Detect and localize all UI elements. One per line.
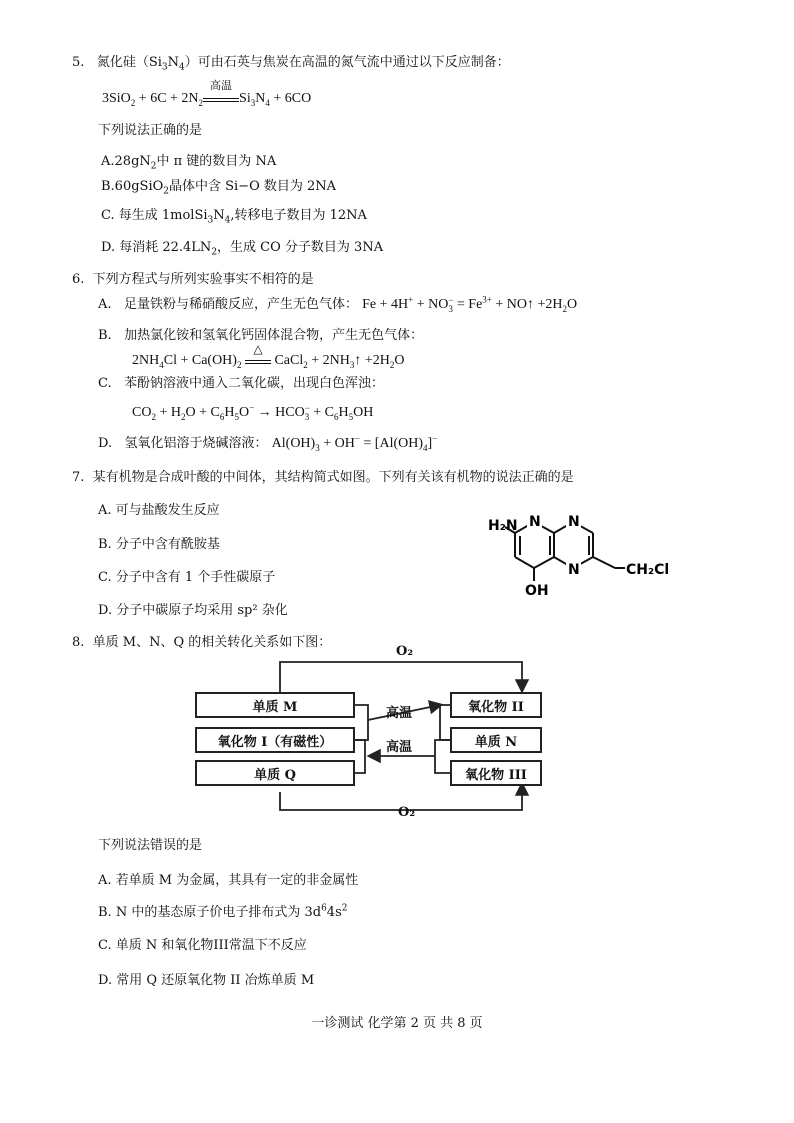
q5-option-d-text-2: ，生成 CO 分子数目为 3NA — [217, 240, 384, 255]
q6-option-d-eq-2: + OH — [319, 436, 355, 451]
q5-stem — [72, 55, 510, 71]
q7-option-c: C. 分子中含有 1 个手性碳原子 — [98, 570, 276, 585]
q5-eq-part-1: 3SiO — [102, 91, 131, 106]
q7-molecule-structure — [480, 505, 695, 605]
q6-option-d-eq-3: = [Al(OH) — [359, 436, 424, 451]
q8-box-oxide-3: 氧化物 III — [450, 760, 542, 786]
q6-option-a-sub-2: 2 — [562, 304, 567, 315]
q6-option-b-eq-5: ↑ +2H — [354, 353, 390, 368]
q6-option-b-eq-2: Cl + Ca(OH) — [163, 353, 237, 368]
q5-option-c-text-2: N — [213, 208, 225, 223]
q5-eq-part-4: N — [255, 91, 266, 106]
q5-equation — [102, 80, 312, 108]
q7-stem — [72, 470, 574, 486]
q6-option-d-sup-1: − — [354, 433, 360, 444]
q6-option-d-text: 氢氧化铝溶于烧碱溶液： — [124, 436, 268, 451]
q6-option-c-sup-2: − — [304, 403, 310, 413]
q6-option-c-sub-1: 2 — [151, 412, 156, 423]
q5-option-b-sub: 2 — [163, 186, 170, 197]
q5-eq-arrow — [203, 80, 239, 102]
q5-stem-sub-1: 3 — [161, 62, 168, 73]
q6-option-b-arrow — [245, 342, 271, 364]
q6-option-c-sub-3: 6 — [219, 412, 225, 423]
q7-number: 7. — [72, 470, 85, 485]
q6-option-c-sub-6: 6 — [334, 412, 339, 423]
q5-option-d — [101, 240, 383, 256]
q5-eq-sub-3: 3 — [250, 97, 256, 108]
q6-option-c-sub-2: 2 — [180, 412, 186, 423]
q6-option-a-text: 足量铁粉与稀硝酸反应，产生无色气体： — [123, 297, 358, 313]
q6-option-b-sub-5: 2 — [389, 359, 395, 370]
q5-eq-condition: 高温 — [210, 80, 233, 92]
q6-option-a-sup-1: + — [408, 294, 414, 305]
q8-option-b-sup-2: 2 — [341, 903, 348, 914]
q7-molecule-h2n: H₂N — [488, 518, 518, 534]
q5-option-d-text-1: D. 每消耗 22.4LN — [101, 240, 212, 255]
q5-eq-sub-2: 2 — [198, 97, 204, 108]
q7-option-b: B. 分子中含有酰胺基 — [98, 537, 220, 552]
page-footer: 一诊测试 化学第 2 页 共 8 页 — [311, 1016, 483, 1031]
q6-number: 6. — [72, 272, 85, 287]
q5-eq-part-2: + 6C + 2N — [135, 91, 199, 106]
q7-option-d: D. 分子中碳原子均采用 sp² 杂化 — [98, 603, 288, 618]
q6-option-c-eq-2: + H — [155, 405, 181, 421]
q6-option-a-eq-2: + NO — [413, 297, 449, 313]
q8-option-b-text-2: 4s — [326, 905, 342, 920]
q6-option-b-label: B. — [98, 328, 112, 343]
q6-option-b-eq-4: + 2NH — [307, 353, 350, 368]
q7-molecule-n-3: N — [568, 562, 580, 578]
q6-option-c-eq-6: → HCO — [254, 405, 305, 421]
q6-option-a-eq-5: O — [567, 297, 578, 313]
q8-stem — [72, 635, 331, 651]
q6-option-b-sub-1: 4 — [159, 359, 164, 370]
q5-eq-sub-4: 4 — [265, 97, 270, 108]
q8-box-oxide-2: 氧化物 II — [450, 692, 542, 718]
q8-option-c: C. 单质 N 和氧化物III常温下不反应 — [98, 938, 307, 953]
q6-option-d-eq-4: ] — [427, 436, 433, 451]
q5-option-a-text-1: A.28gN — [101, 154, 151, 169]
q6-option-c-eq-5: O — [238, 405, 250, 421]
q6-option-c-eq-4: H — [224, 405, 235, 421]
q5-option-b-text-1: B.60gSiO — [101, 179, 164, 194]
q5-option-b — [101, 179, 336, 195]
q6-option-c-text: 苯酚钠溶液中通入二氧化碳，出现白色浑浊： — [124, 376, 385, 391]
q5-number: 5. — [72, 55, 85, 70]
q5-prompt: 下列说法正确的是 — [98, 123, 203, 138]
q7-molecule-n-2: N — [568, 514, 580, 530]
q6-option-b-sub-3: 2 — [303, 359, 308, 370]
q8-stem-text: 单质 M、N、Q 的相关转化关系如下图： — [92, 635, 332, 650]
q6-option-a-sup-2: − — [448, 295, 454, 305]
q6-option-b-condition: △ — [253, 342, 263, 356]
q6-option-d-sub-2: 4 — [423, 442, 428, 453]
q5-option-c-text-1: C. 每生成 1molSi — [101, 208, 208, 223]
q8-prompt: 下列说法错误的是 — [98, 838, 203, 853]
q6-option-c-eq-1: CO — [132, 405, 152, 421]
q6-option-a-eq-4: + NO↑ +2H — [491, 297, 563, 313]
q6-option-c-label: C. — [98, 376, 112, 391]
q8-option-d: D. 常用 Q 还原氧化物 II 冶炼单质 M — [98, 973, 315, 988]
q5-stem-sub-2: 4 — [179, 62, 185, 73]
q5-stem-text-1: 氮化硅（Si — [96, 55, 162, 70]
q6-option-c-sub-4: 5 — [234, 412, 239, 423]
q6-option-a-label: A. — [98, 297, 112, 313]
q6-option-b-text: 加热氯化铵和氢氧化钙固体混合物，产生无色气体： — [124, 328, 424, 343]
q8-label-o2-bottom: O₂ — [398, 805, 416, 820]
q6-option-c-sup-1: − — [249, 402, 255, 413]
q6-option-d-eq-1: Al(OH) — [271, 436, 316, 451]
q6-option-b-sub-2: 2 — [236, 359, 242, 370]
q7-stem-text: 某有机物是合成叶酸的中间体，其结构简式如图。下列有关该有机物的说法正确的是 — [92, 470, 574, 485]
q7-molecule-ch2cl: CH₂Cl — [626, 562, 670, 578]
q8-label-high-temp-1: 高温 — [386, 706, 413, 721]
q8-box-oxide-1: 氧化物 I（有磁性） — [195, 727, 355, 753]
q8-label-high-temp-2: 高温 — [386, 740, 413, 755]
q8-option-a: A. 若单质 M 为金属，其具有一定的非金属性 — [98, 873, 359, 888]
q5-eq-sub-1: 2 — [130, 97, 136, 108]
q6-option-d-label: D. — [98, 436, 113, 451]
q6-option-a-eq-3: = Fe — [453, 297, 483, 313]
q6-option-b-eq-6: O — [394, 353, 405, 368]
q5-option-c-sub-2: 4 — [224, 215, 231, 226]
q5-option-a — [101, 154, 276, 170]
q5-eq-part-3: Si — [239, 91, 251, 106]
q6-option-d-sup-2: − — [432, 433, 438, 444]
q5-stem-text-2: N — [167, 55, 179, 70]
q7-molecule-oh: OH — [525, 583, 549, 599]
q8-number: 8. — [72, 635, 85, 650]
q8-box-element-q: 单质 Q — [195, 760, 355, 786]
q5-option-c — [101, 208, 367, 224]
q6-option-c-eq-9: OH — [353, 405, 374, 421]
q6-option-a-sub-1: 3 — [448, 304, 453, 314]
q6-option-c-sub-7: 5 — [348, 412, 354, 423]
q8-option-b-text-1: B. N 中的基态原子价电子排布式为 3d — [98, 905, 322, 920]
q8-conversion-diagram — [190, 644, 550, 825]
q6-option-b-eq-3: CaCl — [274, 353, 304, 368]
q6-option-c — [98, 376, 384, 392]
q8-option-b — [98, 905, 347, 921]
q6-option-a-sup-3: 3+ — [482, 294, 492, 305]
q6-option-d — [98, 433, 438, 453]
q6-option-c-eq-8: H — [338, 405, 349, 421]
q6-option-b-sub-4: 3 — [349, 359, 355, 370]
q6-option-d-sub-1: 3 — [315, 442, 320, 453]
q6-option-c-eq-7: + C — [309, 405, 335, 421]
q7-option-a: A. 可与盐酸发生反应 — [98, 503, 220, 518]
q6-option-a — [98, 296, 577, 314]
q8-box-element-m: 单质 M — [195, 692, 355, 718]
q5-option-c-text-3: ,转移电子数目为 12NA — [230, 208, 367, 223]
q6-option-b-equation — [132, 342, 405, 370]
q5-option-a-sub: 2 — [150, 161, 157, 172]
q8-label-o2-top: O₂ — [396, 644, 414, 659]
q5-stem-text-3: ）可由石英与焦炭在高温的氮气流中通过以下反应制备： — [184, 55, 510, 70]
q8-option-b-sup-1: 6 — [321, 903, 327, 914]
q5-eq-part-5: + 6CO — [269, 91, 312, 106]
q5-option-d-sub: 2 — [211, 247, 218, 258]
q6-option-c-sub-5: 3 — [304, 412, 310, 422]
q6-stem — [72, 272, 314, 288]
q5-option-b-text-2: 晶体中含 Si−O 数目为 2NA — [169, 179, 337, 194]
q6-option-c-eq-3: O + C — [185, 405, 220, 421]
q6-stem-text: 下列方程式与所列实验事实不相符的是 — [92, 272, 314, 287]
q5-option-c-sub-1: 3 — [207, 215, 214, 226]
q5-option-a-text-2: 中 π 键的数目为 NA — [156, 154, 277, 169]
q8-box-element-n: 单质 N — [450, 727, 542, 753]
q6-option-c-equation — [132, 404, 373, 422]
q7-molecule-n-1: N — [529, 514, 541, 530]
q6-option-a-eq-1: Fe + 4H — [362, 297, 409, 313]
q6-option-b-eq-1: 2NH — [132, 353, 160, 368]
